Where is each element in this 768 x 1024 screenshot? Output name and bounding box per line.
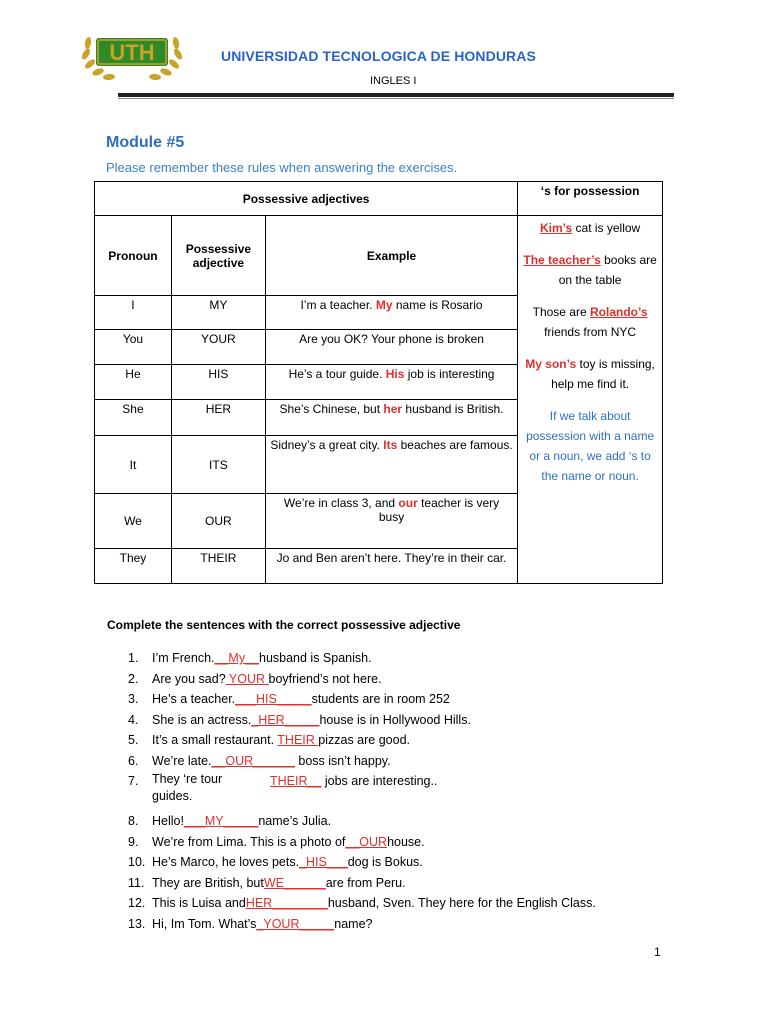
list-item: 6. We’re late.__OUR______ boss isn’t happy. [128, 753, 391, 768]
exercise-list [128, 648, 648, 934]
answer: ___HIS_____ [235, 692, 312, 706]
university-name: UNIVERSIDAD TECNOLOGICA DE HONDURAS [221, 48, 536, 64]
answer: HER________ [245, 896, 328, 910]
list-item: 11. They are British, butWE______are from Peru. [128, 875, 406, 890]
course-name: INGLES I [370, 75, 417, 87]
module-title: Module #5 [106, 134, 185, 151]
answer: _YOUR_____ [256, 916, 335, 931]
answer: THEIR__ [270, 774, 322, 788]
exercise-heading: Complete the sentences with the correct possessive adjective [107, 618, 461, 632]
adjective-cell: OUR [171, 494, 265, 549]
list-item: 3. He’s a teacher.___HIS_____students are in room 252 [128, 692, 450, 706]
list-item: 8. Hello!___MY_____name’s Julia. [128, 814, 332, 828]
pronoun-cell: We [95, 494, 172, 549]
adjective-cell: THEIR [171, 549, 265, 584]
example-cell: Jo and Ben aren’t here. They’re in their car. [265, 549, 517, 584]
pronoun-cell: You [95, 330, 172, 365]
page-number: 1 [654, 945, 661, 959]
list-item: 10. He’s Marco, he loves pets._HIS___dog is Bokus. [128, 855, 423, 869]
header-pronoun: Pronoun [95, 216, 172, 296]
logo-text: UTH [109, 40, 155, 65]
adjective-cell: YOUR [171, 330, 265, 365]
answer: _HIS___ [299, 855, 348, 869]
answer: THEIR [277, 733, 319, 747]
answer: _HER_____ [251, 712, 320, 727]
uth-logo [76, 20, 188, 82]
possession-example: The teacher’s books are on the table [523, 253, 657, 287]
example-cell: We’re in class 3, and our teacher is very busy [265, 494, 517, 549]
pronoun-cell: It [95, 436, 172, 494]
list-item: 1. I’m French.__My__husband is Spanish. [128, 651, 372, 665]
example-cell: Sidney’s a great city. Its beaches are famous. [265, 436, 517, 494]
instructions: Please remember these rules when answering the exercises. [106, 160, 458, 175]
list-item: 2. Are you sad? YOUR boyfriend’s not here. [128, 671, 382, 686]
list-item: 5. It’s a small restaurant. THEIR pizzas are good. [128, 733, 411, 747]
header-divider [118, 93, 674, 97]
header-divider-thin [118, 98, 674, 99]
answer: WE______ [263, 875, 326, 890]
possession-example: My son’s toy is missing, help me find it. [525, 357, 655, 391]
example-cell: She’s Chinese, but her husband is British. [265, 400, 517, 436]
list-item: 4. She is an actress._HER_____house is in Hollywood Hills. [128, 712, 471, 727]
list-item: 13. Hi, Im Tom. What’s_YOUR_____name? [128, 916, 373, 931]
answer: __OUR______ [211, 753, 295, 768]
example-cell: Are you OK? Your phone is broken [265, 330, 517, 365]
answer: __My__ [214, 651, 259, 665]
possession-example: Kim’s cat is yellow [539, 221, 641, 235]
list-item: 12. This is Luisa andHER________husband, Sven. They here for the English Class. [128, 896, 596, 910]
adjective-cell: HIS [171, 365, 265, 400]
adjective-cell: HER [171, 400, 265, 436]
possession-panel [518, 216, 663, 584]
pronoun-cell: I [95, 296, 172, 330]
header-possessive-adjectives: Possessive adjectives [95, 182, 518, 216]
adjective-cell: ITS [171, 436, 265, 494]
example-cell: I’m a teacher. My name is Rosario [265, 296, 517, 330]
possession-rule-note: If we talk about possession with a name or a noun, we add ‘s to the name or noun. [526, 409, 655, 483]
adjective-cell: MY [171, 296, 265, 330]
answer: ___MY_____ [183, 814, 259, 828]
pronoun-cell: He [95, 365, 172, 400]
list-item: 7. They ‘re tour guides.THEIR__ jobs are interesting.. [128, 772, 438, 803]
example-cell: He’s a tour guide. His job is interesting [265, 365, 517, 400]
pronoun-cell: They [95, 549, 172, 584]
pronoun-cell: She [95, 400, 172, 436]
header-adjective: Possessive adjective [171, 216, 265, 296]
possessive-table [94, 181, 663, 584]
answer: __OUR [345, 834, 388, 849]
header-possession: ‘s for possession [518, 182, 663, 216]
possession-example: Those are Rolando’s friends from NYC [532, 305, 648, 339]
header-example: Example [265, 216, 517, 296]
answer: YOUR [225, 671, 269, 686]
list-item: 9. We’re from Lima. This is a photo of__OURhouse. [128, 834, 425, 849]
